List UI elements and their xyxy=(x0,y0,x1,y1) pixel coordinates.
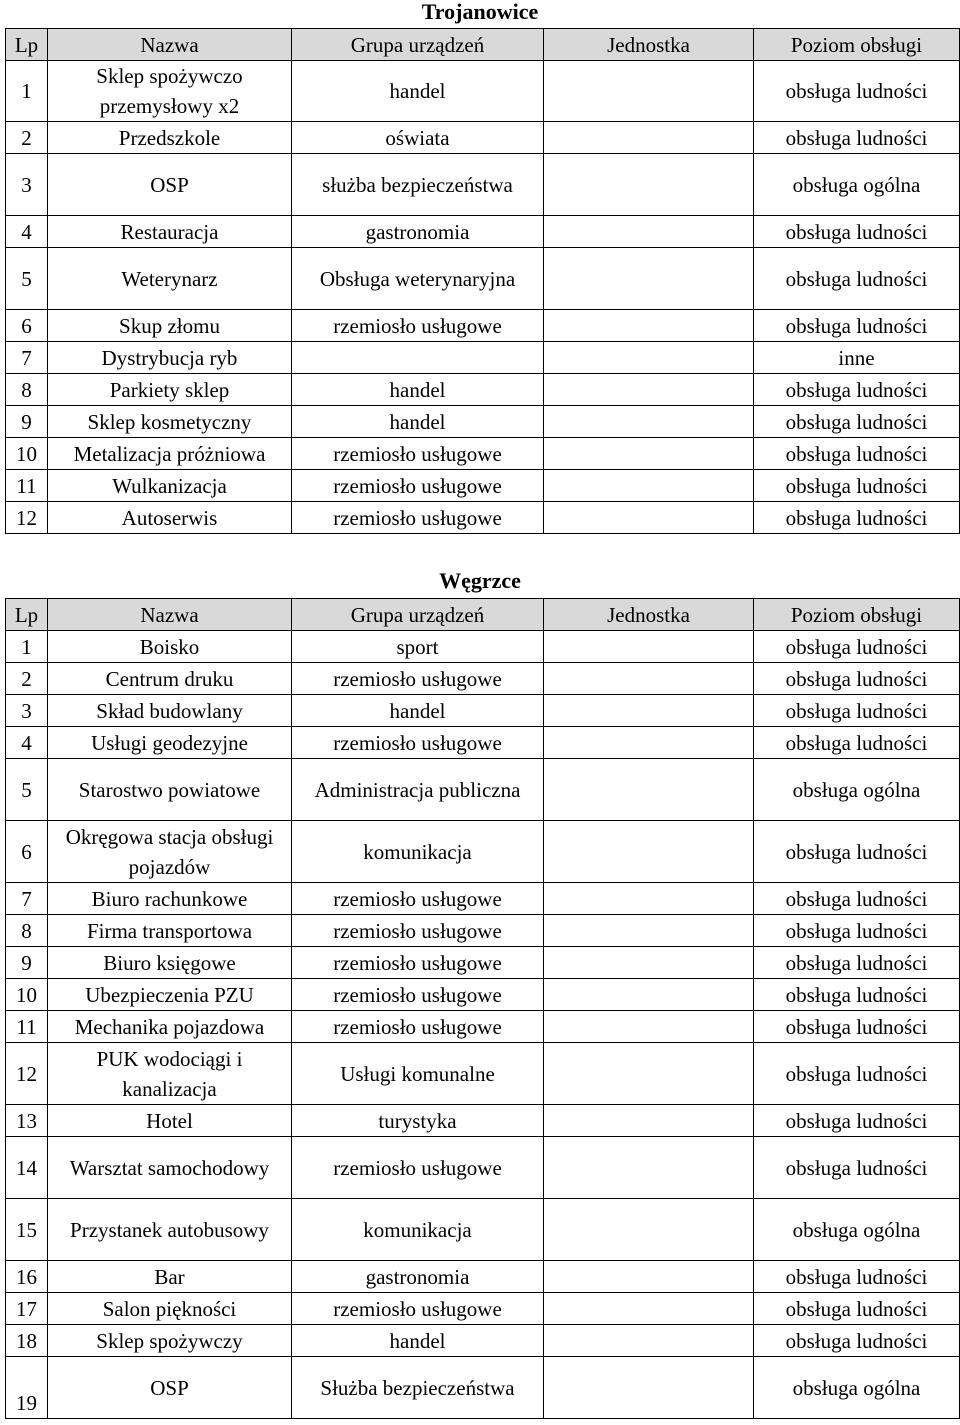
cell-nazwa: Okręgowa stacja obsługi pojazdów xyxy=(48,821,292,883)
cell-lp: 3 xyxy=(6,695,48,727)
table-row xyxy=(6,1261,960,1293)
cell-grupa: handel xyxy=(292,1325,544,1357)
table-row xyxy=(6,1011,960,1043)
section-title-wegrzce: Węgrzce xyxy=(439,568,521,593)
cell-poziom: obsługa ogólna xyxy=(754,1357,960,1419)
cell-grupa: rzemiosło usługowe xyxy=(292,727,544,759)
cell-nazwa: Parkiety sklep xyxy=(48,374,292,406)
cell-jednostka xyxy=(544,154,754,216)
cell-jednostka xyxy=(544,695,754,727)
cell-grupa: rzemiosło usługowe xyxy=(292,947,544,979)
cell-grupa: rzemiosło usługowe xyxy=(292,979,544,1011)
table-row xyxy=(6,470,960,502)
cell-jednostka xyxy=(544,61,754,122)
cell-poziom: obsługa ludności xyxy=(754,502,960,534)
cell-lp: 11 xyxy=(6,1011,48,1043)
cell-poziom: obsługa ludności xyxy=(754,470,960,502)
cell-lp: 19 xyxy=(6,1357,48,1419)
cell-nazwa: OSP xyxy=(48,1357,292,1419)
cell-lp: 17 xyxy=(6,1293,48,1325)
cell-jednostka xyxy=(544,663,754,695)
cell-jednostka xyxy=(544,310,754,342)
cell-jednostka xyxy=(544,1011,754,1043)
cell-jednostka xyxy=(544,374,754,406)
cell-poziom: obsługa ludności xyxy=(754,248,960,310)
table-row xyxy=(6,1137,960,1199)
cell-jednostka xyxy=(544,915,754,947)
header-jednostka: Jednostka xyxy=(544,599,754,631)
cell-nazwa: Metalizacja próżniowa xyxy=(48,438,292,470)
cell-poziom: obsługa ogólna xyxy=(754,154,960,216)
table-row xyxy=(6,759,960,821)
cell-poziom: obsługa ludności xyxy=(754,915,960,947)
cell-jednostka xyxy=(544,979,754,1011)
cell-nazwa: Przedszkole xyxy=(48,122,292,154)
cell-nazwa: Firma transportowa xyxy=(48,915,292,947)
cell-poziom: obsługa ludności xyxy=(754,947,960,979)
cell-poziom: obsługa ludności xyxy=(754,1043,960,1105)
cell-poziom: obsługa ludności xyxy=(754,1293,960,1325)
table-row xyxy=(6,883,960,915)
cell-poziom: obsługa ludności xyxy=(754,216,960,248)
cell-grupa: gastronomia xyxy=(292,1261,544,1293)
cell-grupa: oświata xyxy=(292,122,544,154)
cell-lp: 14 xyxy=(6,1137,48,1199)
table-row xyxy=(6,1043,960,1105)
table-row xyxy=(6,374,960,406)
cell-grupa xyxy=(292,342,544,374)
cell-lp: 3 xyxy=(6,154,48,216)
table-row xyxy=(6,695,960,727)
cell-nazwa: Skup złomu xyxy=(48,310,292,342)
table-row xyxy=(6,979,960,1011)
cell-lp: 5 xyxy=(6,248,48,310)
cell-poziom: obsługa ludności xyxy=(754,695,960,727)
cell-poziom: obsługa ludności xyxy=(754,883,960,915)
table-row xyxy=(6,342,960,374)
header-nazwa: Nazwa xyxy=(48,29,292,61)
header-grupa: Grupa urządzeń xyxy=(292,29,544,61)
cell-nazwa: Dystrybucja ryb xyxy=(48,342,292,374)
cell-grupa: turystyka xyxy=(292,1105,544,1137)
cell-grupa: Usługi komunalne xyxy=(292,1043,544,1105)
table-header-row xyxy=(6,29,960,61)
cell-nazwa: Weterynarz xyxy=(48,248,292,310)
table-row xyxy=(6,216,960,248)
table-row xyxy=(6,438,960,470)
cell-lp: 9 xyxy=(6,406,48,438)
cell-poziom: obsługa ludności xyxy=(754,374,960,406)
cell-poziom: obsługa ludności xyxy=(754,1137,960,1199)
cell-poziom: obsługa ludności xyxy=(754,1011,960,1043)
cell-grupa: rzemiosło usługowe xyxy=(292,310,544,342)
cell-lp: 7 xyxy=(6,342,48,374)
cell-lp: 11 xyxy=(6,470,48,502)
cell-lp: 9 xyxy=(6,947,48,979)
cell-lp: 1 xyxy=(6,631,48,663)
cell-lp: 12 xyxy=(6,1043,48,1105)
cell-lp: 4 xyxy=(6,216,48,248)
table-row xyxy=(6,1293,960,1325)
table-row xyxy=(6,1325,960,1357)
cell-grupa: Obsługa weterynaryjna xyxy=(292,248,544,310)
cell-nazwa: Biuro rachunkowe xyxy=(48,883,292,915)
cell-grupa: rzemiosło usługowe xyxy=(292,502,544,534)
cell-jednostka xyxy=(544,438,754,470)
cell-lp: 1 xyxy=(6,61,48,122)
cell-jednostka xyxy=(544,759,754,821)
cell-poziom: obsługa ludności xyxy=(754,122,960,154)
cell-lp: 18 xyxy=(6,1325,48,1357)
cell-nazwa: OSP xyxy=(48,154,292,216)
cell-nazwa: PUK wodociągi i kanalizacja xyxy=(48,1043,292,1105)
table-trojanowice xyxy=(5,28,960,534)
cell-poziom: obsługa ogólna xyxy=(754,1199,960,1261)
cell-poziom: obsługa ludności xyxy=(754,438,960,470)
cell-nazwa: Sklep kosmetyczny xyxy=(48,406,292,438)
cell-jednostka xyxy=(544,122,754,154)
header-poziom: Poziom obsługi xyxy=(754,599,960,631)
cell-grupa: handel xyxy=(292,406,544,438)
cell-nazwa: Boisko xyxy=(48,631,292,663)
cell-grupa: gastronomia xyxy=(292,216,544,248)
cell-lp: 15 xyxy=(6,1199,48,1261)
table-row xyxy=(6,947,960,979)
cell-nazwa: Usługi geodezyjne xyxy=(48,727,292,759)
cell-nazwa: Sklep spożywczo przemysłowy x2 xyxy=(48,61,292,122)
cell-poziom: inne xyxy=(754,342,960,374)
cell-grupa: służba bezpieczeństwa xyxy=(292,154,544,216)
cell-lp: 6 xyxy=(6,310,48,342)
cell-grupa: rzemiosło usługowe xyxy=(292,915,544,947)
cell-poziom: obsługa ludności xyxy=(754,1105,960,1137)
cell-jednostka xyxy=(544,406,754,438)
header-lp: Lp xyxy=(6,29,48,61)
cell-lp: 8 xyxy=(6,915,48,947)
table-row xyxy=(6,122,960,154)
cell-nazwa: Salon piękności xyxy=(48,1293,292,1325)
header-poziom: Poziom obsługi xyxy=(754,29,960,61)
table-row xyxy=(6,727,960,759)
cell-grupa: Służba bezpieczeństwa xyxy=(292,1357,544,1419)
cell-nazwa: Mechanika pojazdowa xyxy=(48,1011,292,1043)
cell-nazwa: Starostwo powiatowe xyxy=(48,759,292,821)
cell-lp: 13 xyxy=(6,1105,48,1137)
cell-jednostka xyxy=(544,1199,754,1261)
table-row xyxy=(6,821,960,883)
cell-nazwa: Hotel xyxy=(48,1105,292,1137)
cell-poziom: obsługa ludności xyxy=(754,631,960,663)
cell-nazwa: Ubezpieczenia PZU xyxy=(48,979,292,1011)
cell-nazwa: Centrum druku xyxy=(48,663,292,695)
header-jednostka: Jednostka xyxy=(544,29,754,61)
cell-poziom: obsługa ludności xyxy=(754,979,960,1011)
cell-grupa: Administracja publiczna xyxy=(292,759,544,821)
cell-jednostka xyxy=(544,1137,754,1199)
cell-grupa: handel xyxy=(292,695,544,727)
cell-jednostka xyxy=(544,248,754,310)
section-title-trojanowice: Trojanowice xyxy=(421,0,539,24)
cell-nazwa: Sklep spożywczy xyxy=(48,1325,292,1357)
cell-poziom: obsługa ludności xyxy=(754,61,960,122)
cell-nazwa: Warsztat samochodowy xyxy=(48,1137,292,1199)
cell-nazwa: Biuro księgowe xyxy=(48,947,292,979)
cell-grupa: handel xyxy=(292,61,544,122)
table-wegrzce xyxy=(5,598,960,1419)
table-row xyxy=(6,406,960,438)
cell-grupa: rzemiosło usługowe xyxy=(292,1293,544,1325)
cell-poziom: obsługa ludności xyxy=(754,406,960,438)
cell-lp: 2 xyxy=(6,663,48,695)
table-row xyxy=(6,915,960,947)
cell-jednostka xyxy=(544,1357,754,1419)
cell-jednostka xyxy=(544,1325,754,1357)
cell-grupa: rzemiosło usługowe xyxy=(292,470,544,502)
cell-jednostka xyxy=(544,947,754,979)
cell-jednostka xyxy=(544,727,754,759)
table-row xyxy=(6,61,960,122)
cell-grupa: handel xyxy=(292,374,544,406)
cell-jednostka xyxy=(544,342,754,374)
cell-grupa: rzemiosło usługowe xyxy=(292,1011,544,1043)
header-lp: Lp xyxy=(6,599,48,631)
cell-lp: 2 xyxy=(6,122,48,154)
cell-grupa: rzemiosło usługowe xyxy=(292,1137,544,1199)
cell-jednostka xyxy=(544,1261,754,1293)
cell-lp: 10 xyxy=(6,979,48,1011)
table-header-row xyxy=(6,599,960,631)
cell-lp: 12 xyxy=(6,502,48,534)
cell-nazwa: Bar xyxy=(48,1261,292,1293)
table-row xyxy=(6,1199,960,1261)
cell-poziom: obsługa ludności xyxy=(754,821,960,883)
table-row xyxy=(6,1105,960,1137)
cell-jednostka xyxy=(544,1293,754,1325)
cell-jednostka xyxy=(544,1043,754,1105)
cell-grupa: sport xyxy=(292,631,544,663)
cell-poziom: obsługa ludności xyxy=(754,1261,960,1293)
cell-nazwa: Autoserwis xyxy=(48,502,292,534)
cell-poziom: obsługa ogólna xyxy=(754,759,960,821)
cell-lp: 10 xyxy=(6,438,48,470)
table-row xyxy=(6,1357,960,1419)
table-row xyxy=(6,248,960,310)
cell-nazwa: Wulkanizacja xyxy=(48,470,292,502)
cell-lp: 6 xyxy=(6,821,48,883)
cell-jednostka xyxy=(544,1105,754,1137)
table-row xyxy=(6,502,960,534)
cell-grupa: komunikacja xyxy=(292,821,544,883)
cell-nazwa: Restauracja xyxy=(48,216,292,248)
cell-jednostka xyxy=(544,631,754,663)
table-row xyxy=(6,310,960,342)
cell-grupa: rzemiosło usługowe xyxy=(292,883,544,915)
cell-jednostka xyxy=(544,502,754,534)
cell-jednostka xyxy=(544,216,754,248)
cell-grupa: komunikacja xyxy=(292,1199,544,1261)
cell-grupa: rzemiosło usługowe xyxy=(292,438,544,470)
cell-lp: 5 xyxy=(6,759,48,821)
cell-lp: 16 xyxy=(6,1261,48,1293)
table-row xyxy=(6,663,960,695)
cell-poziom: obsługa ludności xyxy=(754,727,960,759)
cell-jednostka xyxy=(544,883,754,915)
cell-grupa: rzemiosło usługowe xyxy=(292,663,544,695)
table-row xyxy=(6,154,960,216)
cell-lp: 7 xyxy=(6,883,48,915)
table-row xyxy=(6,631,960,663)
cell-lp: 8 xyxy=(6,374,48,406)
cell-jednostka xyxy=(544,821,754,883)
header-nazwa: Nazwa xyxy=(48,599,292,631)
cell-poziom: obsługa ludności xyxy=(754,310,960,342)
cell-nazwa: Skład budowlany xyxy=(48,695,292,727)
cell-poziom: obsługa ludności xyxy=(754,1325,960,1357)
cell-jednostka xyxy=(544,470,754,502)
cell-poziom: obsługa ludności xyxy=(754,663,960,695)
header-grupa: Grupa urządzeń xyxy=(292,599,544,631)
cell-lp: 4 xyxy=(6,727,48,759)
cell-nazwa: Przystanek autobusowy xyxy=(48,1199,292,1261)
